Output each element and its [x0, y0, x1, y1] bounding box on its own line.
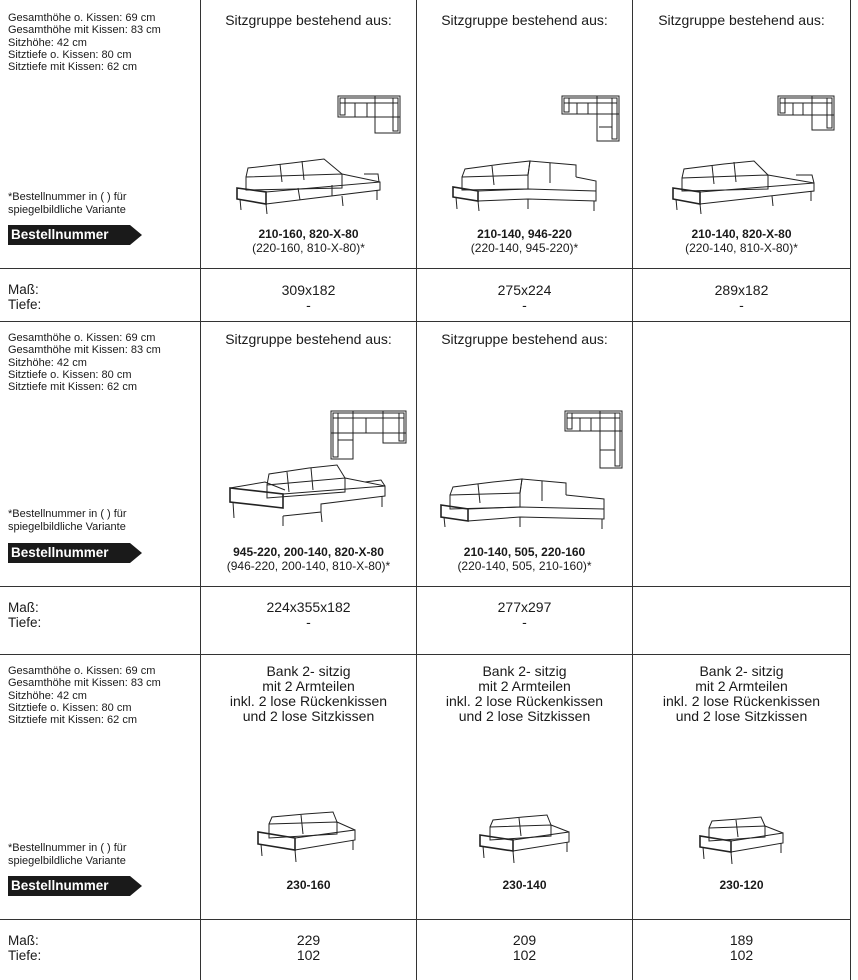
mirror-order-code: (946-220, 200-140, 810-X-80)* [226, 559, 391, 573]
spec-list [8, 665, 161, 726]
floor-plan-diagram [777, 95, 839, 133]
product-title: Sitzgruppe bestehend aus: [441, 331, 608, 347]
spec-total-height-cushion: Gesamthöhe mit Kissen: 83 cm [8, 24, 161, 37]
mass-value: 277x297 [497, 599, 552, 615]
note-line: spiegelbildliche Variante [8, 203, 126, 216]
depth-value: - [522, 614, 527, 630]
row-divider [0, 919, 851, 920]
depth-value: - [739, 297, 744, 313]
floor-plan-diagram [564, 410, 626, 472]
dimension-value [201, 283, 416, 313]
depth-value: - [306, 297, 311, 313]
mass-value: 189 [729, 932, 754, 948]
order-code: 210-140, 946-220 [477, 227, 572, 241]
spec-seat-depth-cushion: Sitztiefe mit Kissen: 62 cm [8, 714, 137, 727]
row-divider [0, 586, 851, 587]
floor-plan-diagram [337, 95, 407, 135]
title-line: inkl. 2 lose Rückenkissen [229, 693, 388, 709]
section-divider [0, 321, 851, 322]
spec-seat-depth-cushion: Sitztiefe mit Kissen: 62 cm [8, 61, 137, 74]
dimension-value [201, 600, 416, 630]
title-line: Bank 2- sitzig [266, 663, 351, 679]
dimension-value [417, 600, 632, 630]
title-line: inkl. 2 lose Rückenkissen [662, 693, 821, 709]
mirror-order-code: (220-140, 945-220)* [470, 241, 579, 255]
mass-label: Maß: [8, 600, 39, 615]
spec-seat-depth: Sitztiefe o. Kissen: 80 cm [8, 368, 132, 381]
note-line: spiegelbildliche Variante [8, 520, 126, 533]
column-divider [632, 0, 633, 980]
spec-seat-depth: Sitztiefe o. Kissen: 80 cm [8, 48, 132, 61]
dimension-value [633, 933, 850, 963]
note-line: spiegelbildliche Variante [8, 854, 126, 867]
dimension-labels [8, 933, 41, 963]
order-code: 230-140 [502, 878, 547, 892]
mass-value: 275x224 [497, 282, 552, 298]
title-line: mit 2 Armteilen [478, 678, 571, 694]
dimension-labels [8, 282, 41, 312]
badge-label: Bestellnummer [11, 227, 109, 242]
depth-value: 102 [296, 947, 321, 963]
section-divider [0, 654, 851, 655]
depth-value: - [306, 614, 311, 630]
dimension-value [633, 283, 850, 313]
mass-value: 229 [296, 932, 321, 948]
dimension-value [201, 933, 416, 963]
order-code: 210-160, 820-X-80 [258, 227, 359, 241]
title-line: und 2 lose Sitzkissen [675, 708, 808, 724]
mass-value: 289x182 [714, 282, 769, 298]
dimension-labels [8, 600, 41, 630]
depth-label: Tiefe: [8, 297, 42, 312]
mass-value: 309x182 [281, 282, 336, 298]
product-title: Sitzgruppe bestehend aus: [225, 331, 392, 347]
mirror-note [8, 842, 127, 867]
sofa-illustration [438, 475, 608, 533]
badge-label: Bestellnummer [11, 545, 109, 560]
mirror-order-code: (220-160, 810-X-80)* [252, 241, 365, 255]
title-line: Bank 2- sitzig [699, 663, 784, 679]
product-title: Sitzgruppe bestehend aus: [658, 12, 825, 28]
depth-label: Tiefe: [8, 948, 42, 963]
spec-seat-depth-cushion: Sitztiefe mit Kissen: 62 cm [8, 381, 137, 394]
title-line: mit 2 Armteilen [262, 678, 355, 694]
spec-total-height: Gesamthöhe o. Kissen: 69 cm [8, 332, 156, 344]
mirror-order-code: (220-140, 810-X-80)* [685, 241, 798, 255]
spec-list [8, 332, 161, 393]
depth-value: 102 [512, 947, 537, 963]
sofa-illustration [255, 812, 359, 866]
badge-label: Bestellnummer [11, 878, 109, 893]
depth-label: Tiefe: [8, 615, 42, 630]
note-line: *Bestellnummer in ( ) für [8, 842, 127, 854]
mass-value: 224x355x182 [266, 599, 351, 615]
sofa-illustration [697, 817, 787, 867]
column-divider [416, 0, 417, 980]
column-divider [850, 0, 851, 980]
dimension-value [417, 283, 632, 313]
spec-seat-depth: Sitztiefe o. Kissen: 80 cm [8, 701, 132, 714]
sofa-illustration [668, 154, 818, 218]
depth-value: - [522, 297, 527, 313]
title-line: und 2 lose Sitzkissen [242, 708, 375, 724]
column-divider [200, 0, 201, 980]
title-line: inkl. 2 lose Rückenkissen [445, 693, 604, 709]
spec-list [8, 12, 161, 73]
product-title: Sitzgruppe bestehend aus: [441, 12, 608, 28]
note-line: *Bestellnummer in ( ) für [8, 191, 127, 203]
mass-label: Maß: [8, 933, 39, 948]
mirror-note [8, 508, 127, 533]
dimension-value [417, 933, 632, 963]
product-title [417, 664, 632, 724]
mass-label: Maß: [8, 282, 39, 297]
spec-total-height-cushion: Gesamthöhe mit Kissen: 83 cm [8, 677, 161, 690]
order-code: 230-160 [286, 878, 331, 892]
order-number-badge [8, 876, 142, 896]
sofa-illustration [232, 152, 382, 218]
mass-value: 209 [512, 932, 537, 948]
mirror-order-code: (220-140, 505, 210-160)* [457, 559, 592, 573]
floor-plan-diagram [330, 410, 410, 462]
note-line: *Bestellnummer in ( ) für [8, 508, 127, 520]
row-divider [0, 268, 851, 269]
product-title [633, 664, 850, 724]
spec-seat-height: Sitzhöhe: 42 cm [8, 689, 87, 702]
spec-seat-height: Sitzhöhe: 42 cm [8, 36, 87, 49]
title-line: und 2 lose Sitzkissen [458, 708, 591, 724]
spec-total-height-cushion: Gesamthöhe mit Kissen: 83 cm [8, 344, 161, 357]
floor-plan-diagram [561, 95, 623, 145]
product-title [201, 664, 416, 724]
order-code: 210-140, 820-X-80 [691, 227, 792, 241]
sofa-illustration [450, 155, 602, 215]
sofa-illustration [477, 815, 573, 867]
title-line: mit 2 Armteilen [695, 678, 788, 694]
title-line: Bank 2- sitzig [482, 663, 567, 679]
spec-seat-height: Sitzhöhe: 42 cm [8, 356, 87, 369]
order-code: 945-220, 200-140, 820-X-80 [233, 545, 384, 559]
depth-value: 102 [729, 947, 754, 963]
order-code: 210-140, 505, 220-160 [463, 545, 586, 559]
sofa-illustration [225, 460, 390, 530]
order-number-badge [8, 543, 142, 563]
mirror-note [8, 191, 127, 216]
order-code: 230-120 [719, 878, 764, 892]
spec-total-height: Gesamthöhe o. Kissen: 69 cm [8, 12, 156, 24]
spec-total-height: Gesamthöhe o. Kissen: 69 cm [8, 665, 156, 677]
order-number-badge [8, 225, 142, 245]
product-title: Sitzgruppe bestehend aus: [225, 12, 392, 28]
